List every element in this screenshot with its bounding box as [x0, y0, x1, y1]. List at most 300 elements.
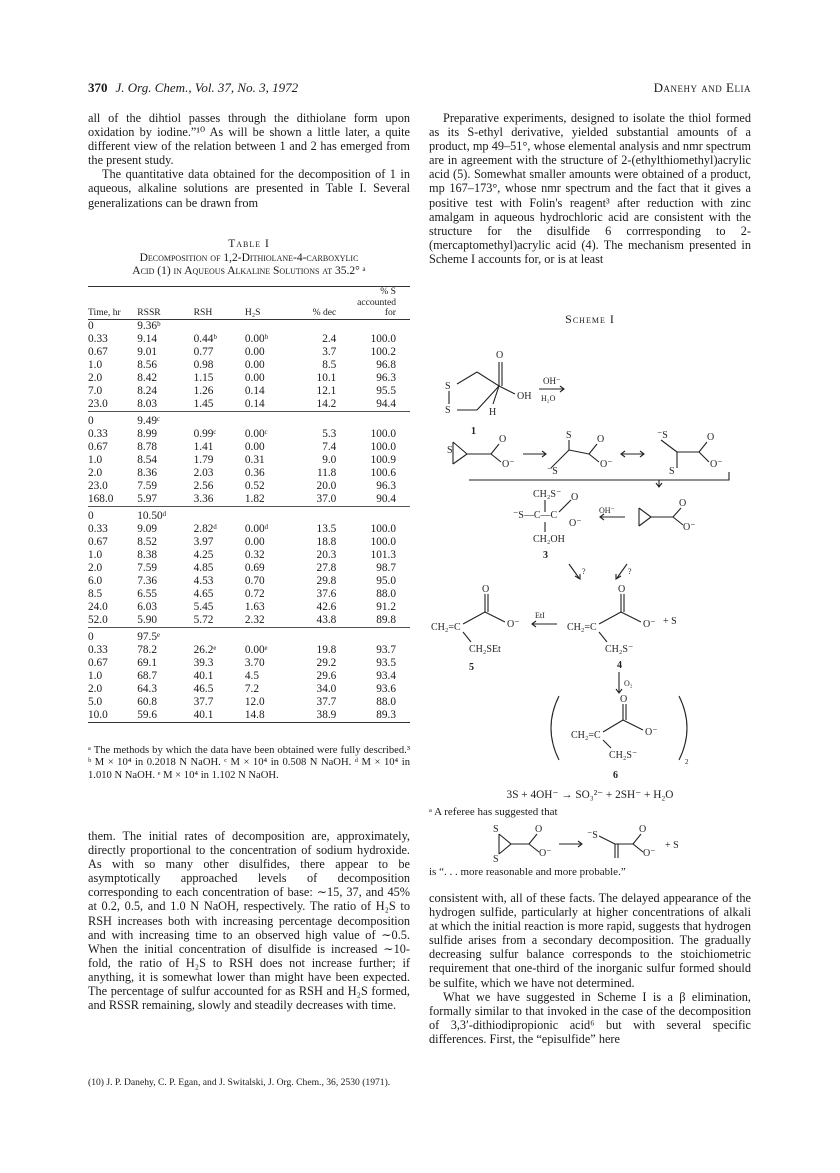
cell-h2s: 0.00ᵉ: [244, 643, 268, 656]
cell-dec: 43.8: [316, 613, 337, 626]
cell-rssr: 9.49ᶜ: [137, 411, 193, 428]
compound-label-5: 5: [469, 662, 474, 673]
cell-time: 0.33: [88, 427, 108, 440]
cell-time: 0: [88, 319, 94, 332]
cell-s-accounted: 100.0: [370, 522, 396, 535]
cell-dec: 10.1: [316, 371, 337, 384]
svg-text:O: O: [535, 824, 543, 835]
svg-text:CH₂=C: CH₂=C: [567, 622, 597, 633]
cell-rssr: 8.56: [137, 358, 157, 371]
cell-h2s: [245, 319, 291, 333]
svg-text:H: H: [489, 407, 497, 418]
cell-dec: 9.0: [322, 453, 337, 466]
svg-text:O⁻: O⁻: [539, 848, 552, 859]
cell-s-accounted: 95.5: [376, 384, 396, 397]
cell-time: 0.67: [88, 535, 108, 548]
table-row: [88, 319, 410, 333]
cell-h2s: 0.31: [244, 453, 265, 466]
plus-sulfur: + S: [663, 616, 677, 627]
cell-s-accounted: 100.0: [370, 535, 396, 548]
cell-rssr: 8.78: [137, 440, 157, 453]
cell-dec: 20.3: [316, 548, 337, 561]
cell-dec: 7.4: [322, 440, 337, 453]
table-row: [88, 359, 410, 372]
cell-h2s: 0.32: [244, 548, 265, 561]
right-column-bottom: [429, 891, 751, 1046]
cell-rsh: 1.45: [193, 397, 214, 410]
cell-s-accounted: 93.7: [376, 643, 396, 656]
table-row: [88, 428, 410, 441]
table-body: [88, 319, 410, 722]
cell-dec: 37.6: [316, 587, 337, 600]
cell-time: 7.0: [88, 384, 103, 397]
sulfur-equation: 3S + 4OH⁻ → SO₃²⁻ + 2SH⁻ + H₂O: [506, 789, 674, 801]
cell-s-accounted: 100.9: [370, 453, 396, 466]
svg-text:O⁻: O⁻: [600, 459, 613, 470]
referee-note: ᵃ A referee has suggested that: [429, 806, 558, 818]
cell-rssr: 60.8: [137, 695, 157, 708]
reagent-oh: OH⁻: [543, 376, 561, 386]
cell-dec: 5.3: [322, 427, 337, 440]
table-row: [88, 454, 410, 467]
cell-rssr: 8.52: [137, 535, 157, 548]
table-row: [88, 441, 410, 454]
data-table: [88, 286, 410, 723]
cell-s-accounted: 96.8: [376, 358, 396, 371]
cell-rsh: [194, 411, 245, 428]
paragraph: What we have suggested in Scheme I is a β elimination, formally similar to that invoked in the case of the decomposition of 3,3′-dithiodipropionic acid⁶ but with several specific differences. First, the “episulfide” here: [429, 989, 751, 1046]
cell-h2s: 1.82: [244, 492, 265, 505]
table-row: [88, 333, 410, 346]
svg-text:O⁻: O⁻: [643, 619, 656, 630]
cell-dec: 18.8: [316, 535, 337, 548]
cell-dec: 14.2: [316, 397, 337, 410]
cell-rsh: [194, 627, 245, 644]
table-row: [88, 346, 410, 359]
cell-h2s: 0.52: [244, 479, 265, 492]
paragraph: them. The initial rates of decomposition are, approximately, directly proportional to the concentration of sodium hydroxide. As with so many other disulfides, there appear to be asymptotically approached levels of decomposition corresponding to each concentration of base: ∼15, 37, and 45% at 0.2, 0.5, and 1.0 N NaOH, respectively. The ratio of H₂S to RSH increases both with increasing percentage decomposition and with increasing time to an observed high value of ∼0.5. When the initial concentration of disulfide is increased ∼10-fold, the ratio of H₂S to RSH does not increase further; if anything, it is somewhat lower than might have been expected. The percentage of sulfur accounted for as RSH and H₂S formed, and RSSR remaining, slowly and steadily decreases with time.: [88, 829, 410, 1013]
episulfide-row: [447, 430, 729, 487]
cell-time: 2.0: [88, 682, 103, 695]
cell-dec: 38.9: [291, 709, 344, 723]
cell-rsh: [194, 319, 245, 333]
cell-rssr: 7.36: [137, 574, 157, 587]
cell-h2s: 2.32: [244, 613, 265, 626]
svg-text:O⁻: O⁻: [645, 727, 658, 738]
cell-h2s: 0.00ᵇ: [244, 332, 269, 345]
svg-text:O: O: [679, 498, 687, 509]
table-row: [88, 562, 410, 575]
table-row: [88, 467, 410, 480]
cell-time: 23.0: [88, 397, 108, 410]
svg-text:O: O: [707, 432, 715, 443]
paragraph: The quantitative data obtained for the decomposition of 1 in aqueous, alkaline solutions are presented in Table I. Several generalizations can be drawn from: [88, 167, 410, 210]
cell-s-accounted: 88.0: [376, 587, 396, 600]
reagent-h2o: H₂O: [541, 394, 556, 403]
svg-text:O: O: [496, 350, 504, 361]
cell-rsh: 2.56: [193, 479, 214, 492]
referee-structure: [429, 822, 751, 866]
paragraph: Preparative experiments, designed to isolate the thiol formed as its S-ethyl derivative, yielded substantial amounts of a product, mp 49–51°, whose elemental analysis and nmr spectrum are in agreement with the structure of 2-(ethylthiomethyl)acrylic acid (5). Somewhat smaller amounts were obtained of a product, mp 167–173°, whose nmr spectrum and the fact that it gives a positive test with Folin's reagent³ after reduction with zinc amalgam in aqueous hydrochloric acid are consistent with the structure for the disulfide 6 corrresponding to 2-(mercaptomethyl)acrylic acid (4). The mechanism presented in Scheme I accounts for, or is at least: [429, 111, 751, 266]
cell-s-accounted: 90.4: [376, 492, 396, 505]
cell-time: 0.67: [88, 440, 108, 453]
table-caption-line: Decomposition of 1,2-Dithiolane-4-carboxylic: [139, 251, 359, 264]
cell-time: 24.0: [88, 600, 108, 613]
table-row: [88, 575, 410, 588]
cell-s-accounted: [344, 319, 410, 333]
page-number: 370: [88, 80, 108, 95]
cell-h2s: 0.00: [244, 371, 265, 384]
svg-text:?: ?: [582, 567, 586, 576]
scheme-title: Scheme I: [565, 312, 615, 326]
cell-h2s: 0.72: [244, 587, 265, 600]
svg-text:S: S: [447, 445, 453, 456]
cell-rssr: 59.6: [137, 709, 193, 723]
cell-rssr: 7.59: [137, 561, 157, 574]
cell-s-accounted: [344, 627, 410, 644]
cell-dec: 11.8: [316, 466, 337, 479]
svg-text:O: O: [482, 584, 490, 595]
cell-s-accounted: 88.0: [376, 695, 396, 708]
cell-time: 168.0: [88, 492, 114, 505]
cell-h2s: 3.70: [244, 656, 265, 669]
svg-text:O⁻: O⁻: [710, 459, 723, 470]
compound-label-3: 3: [543, 550, 548, 561]
table-caption: [88, 238, 410, 279]
running-header: [88, 80, 751, 98]
cell-rsh: 26.2ᵉ: [193, 643, 217, 656]
cell-rssr: 6.03: [137, 600, 157, 613]
cell-rssr: 6.55: [137, 587, 157, 600]
referee-quote: is “. . . more reasonable and more probable.”: [429, 866, 626, 878]
cell-h2s: 0.14: [244, 384, 265, 397]
cell-h2s: 0.70: [244, 574, 265, 587]
cell-dec: 29.6: [316, 669, 337, 682]
col-header-s-accounted: % S accounted for: [357, 286, 396, 318]
cell-rsh: 1.15: [193, 371, 214, 384]
svg-text:CH₂=C: CH₂=C: [571, 730, 601, 741]
cell-dec: 12.1: [316, 384, 337, 397]
cell-time: 5.0: [88, 695, 103, 708]
cell-dec: 37.7: [316, 695, 337, 708]
cell-rsh: 40.1: [194, 709, 245, 723]
svg-text:O⁻: O⁻: [643, 848, 656, 859]
cell-rsh: 5.45: [193, 600, 214, 613]
cell-time: 0.33: [88, 332, 108, 345]
table-row: [88, 372, 410, 385]
svg-text:⁻S: ⁻S: [547, 466, 558, 477]
svg-text:+ S: + S: [665, 840, 679, 851]
table-caption-line: Acid (1) in Aqueous Alkaline Solutions at 35.2° ᵃ: [132, 265, 366, 277]
cell-dec: 13.5: [316, 522, 337, 535]
cell-s-accounted: [344, 506, 410, 523]
col-header-h2s: H₂S: [244, 307, 261, 318]
cell-rsh: 2.03: [193, 466, 214, 479]
cell-rssr: 8.54: [137, 453, 157, 466]
cell-s-accounted: 89.3: [344, 709, 410, 723]
cell-dec: 34.0: [316, 682, 337, 695]
cell-time: 52.0: [88, 613, 108, 626]
cell-h2s: 12.0: [244, 695, 265, 708]
cell-h2s: [245, 411, 291, 428]
cell-s-accounted: 100.0: [370, 440, 396, 453]
cell-time: 1.0: [88, 548, 103, 561]
table-row: [88, 506, 410, 523]
cell-rsh: 4.53: [193, 574, 214, 587]
cell-rsh: 4.85: [193, 561, 214, 574]
oh-minus: OH⁻: [599, 506, 615, 515]
svg-text:?: ?: [628, 567, 632, 576]
cell-dec: [291, 319, 344, 333]
cell-s-accounted: 89.8: [376, 613, 396, 626]
svg-text:⁻S: ⁻S: [587, 830, 598, 841]
cell-rssr: 8.99: [137, 427, 157, 440]
svg-text:⁻S—C—C: ⁻S—C—C: [513, 510, 558, 521]
cell-rsh: 39.3: [193, 656, 214, 669]
paragraph: consistent with, all of these facts. The delayed appearance of the hydrogen sulfide, particularly at higher concentrations of alkali at which the initial reaction is more rapid, suggests that hydrogen sulfide arises from a secondary decomposition. The gradually decreasing sulfur balance corresponds to the stoichiometric requirement that one-third of the inorganic sulfur formed should be sulfite, which we have not determined.: [429, 891, 751, 990]
cell-dec: 29.8: [316, 574, 337, 587]
cell-h2s: [245, 627, 291, 644]
compound-label-1: 1: [471, 426, 476, 437]
cell-time: 0.33: [88, 643, 108, 656]
table-row: [88, 549, 410, 562]
scheme-figure: [429, 312, 751, 782]
svg-text:OH: OH: [517, 391, 532, 402]
cell-rsh: 1.26: [193, 384, 214, 397]
cell-rssr: 8.24: [137, 384, 157, 397]
svg-text:O: O: [620, 694, 628, 705]
cell-s-accounted: 96.3: [376, 371, 396, 384]
table-row: [88, 493, 410, 507]
svg-text:O⁻: O⁻: [502, 459, 515, 470]
svg-text:2: 2: [685, 758, 689, 766]
table-row: [88, 683, 410, 696]
cell-rsh: 0.99ᶜ: [193, 427, 217, 440]
svg-text:O: O: [499, 434, 507, 445]
table-row: [88, 709, 410, 723]
cell-rsh: 4.25: [193, 548, 214, 561]
cell-time: 10.0: [88, 709, 137, 723]
cell-dec: 3.7: [322, 345, 337, 358]
cell-time: 2.0: [88, 371, 103, 384]
cell-rssr: 10.50ᵈ: [137, 506, 193, 523]
cell-h2s: 0.00: [244, 440, 265, 453]
authors: Danehy and Elia: [653, 80, 751, 95]
right-column-top: [429, 111, 751, 266]
cell-h2s: 0.00: [244, 358, 265, 371]
cell-time: 2.0: [88, 561, 103, 574]
cell-rsh: 4.65: [193, 587, 214, 600]
cell-dec: 37.0: [316, 492, 337, 505]
cell-time: 1.0: [88, 669, 103, 682]
table-row: [88, 480, 410, 493]
col-header-rssr: RSSR: [137, 307, 161, 318]
cell-rssr: 7.59: [137, 479, 157, 492]
svg-text:CH₂S⁻: CH₂S⁻: [533, 489, 562, 500]
cell-time: 23.0: [88, 479, 108, 492]
table-row: [88, 588, 410, 601]
scheme-drawing: [429, 312, 751, 782]
svg-text:O: O: [571, 492, 579, 503]
compounds-5-4-row: [431, 584, 677, 655]
table-row: [88, 536, 410, 549]
svg-text:O⁻: O⁻: [507, 619, 520, 630]
cell-time: 1.0: [88, 358, 103, 371]
cell-h2s: 0.69: [244, 561, 265, 574]
cell-rssr: 69.1: [137, 656, 157, 669]
svg-text:O⁻: O⁻: [569, 518, 582, 529]
cell-rssr: 8.03: [137, 397, 157, 410]
cell-rsh: 46.5: [193, 682, 214, 695]
svg-text:S: S: [669, 466, 675, 477]
cell-time: 8.5: [88, 587, 103, 600]
cell-time: 0.67: [88, 345, 108, 358]
cell-rssr: 97.5ᵉ: [137, 627, 193, 644]
cell-rsh: 2.82ᵈ: [193, 522, 217, 535]
svg-text:CH₂OH: CH₂OH: [533, 534, 565, 545]
table-row: [88, 411, 410, 428]
cell-s-accounted: 100.0: [370, 332, 396, 345]
cell-time: 2.0: [88, 466, 103, 479]
table-row: [88, 614, 410, 628]
table-label: Table I: [228, 238, 270, 250]
cell-rssr: 8.36: [137, 466, 157, 479]
cell-h2s: 14.8: [245, 709, 291, 723]
cell-h2s: 0.00: [244, 535, 265, 548]
compound-3-row: [513, 489, 696, 545]
cell-h2s: 0.36: [244, 466, 265, 479]
svg-text:O: O: [639, 824, 647, 835]
svg-text:⁻S: ⁻S: [657, 430, 668, 441]
left-column-top: [88, 111, 410, 210]
cell-rsh: 3.97: [193, 535, 214, 548]
cell-h2s: 4.5: [244, 669, 259, 682]
cell-rssr: 9.09: [137, 522, 157, 535]
cell-h2s: 0.14: [244, 397, 265, 410]
svg-text:CH₂S⁻: CH₂S⁻: [605, 644, 634, 655]
cell-h2s: 1.63: [244, 600, 265, 613]
cell-rssr: 9.36ᵇ: [137, 319, 161, 332]
table-row: [88, 670, 410, 683]
cell-rssr: 68.7: [137, 669, 157, 682]
col-header-dec: % dec: [312, 307, 337, 318]
cell-rssr: 9.14: [137, 332, 157, 345]
cell-s-accounted: 94.4: [376, 397, 396, 410]
col-header-rsh: RSH: [193, 307, 213, 318]
table-row: [88, 644, 410, 657]
journal-name: J. Org. Chem., Vol. 37, No. 3, 1972: [115, 80, 299, 95]
svg-text:CH₂S⁻: CH₂S⁻: [609, 750, 638, 761]
cell-dec: [291, 627, 344, 644]
compound-label-4: 4: [617, 660, 622, 671]
svg-text:S: S: [493, 824, 499, 835]
svg-text:O: O: [597, 434, 605, 445]
cell-rssr: 8.42: [137, 371, 157, 384]
cell-rssr: 5.97: [137, 492, 157, 505]
svg-text:S: S: [445, 405, 451, 416]
table-row: [88, 657, 410, 670]
cell-rsh: [194, 506, 245, 523]
cell-rsh: 3.36: [193, 492, 214, 505]
cell-dec: 29.2: [316, 656, 337, 669]
eti-reagent: EtI: [535, 611, 545, 620]
cell-h2s: 7.2: [244, 682, 259, 695]
table-row: [88, 601, 410, 614]
reference-footnote: (10) J. P. Danehy, C. P. Egan, and J. Switalski, J. Org. Chem., 36, 2530 (1971).: [88, 1077, 391, 1088]
cell-rsh: 1.79: [193, 453, 214, 466]
svg-text:O⁻: O⁻: [683, 522, 696, 533]
cell-time: 6.0: [88, 574, 103, 587]
cell-dec: [291, 506, 344, 523]
table-row: [88, 398, 410, 412]
journal-citation: [88, 80, 298, 96]
cell-rssr: 8.38: [137, 548, 157, 561]
cell-s-accounted: 98.7: [376, 561, 396, 574]
cell-s-accounted: 93.6: [376, 682, 396, 695]
cell-s-accounted: 101.3: [370, 548, 396, 561]
compound-label-6: 6: [613, 770, 618, 781]
cell-s-accounted: 93.4: [376, 669, 396, 682]
table-row: [88, 523, 410, 536]
cell-s-accounted: 96.3: [376, 479, 396, 492]
cell-rsh: 37.7: [193, 695, 214, 708]
cell-s-accounted: 100.0: [370, 427, 396, 440]
cell-rssr: 5.90: [137, 613, 157, 626]
paragraph: all of the dihtiol passes through the dithiolane form upon oxidation by iodine.”¹⁰ As will be shown a little later, a quite different view of the relation between 1 and 2 has emerged from the present study.: [88, 111, 410, 168]
cell-rsh: 1.41: [193, 440, 214, 453]
compound-6-structure: [551, 694, 689, 766]
cell-rsh: 40.1: [193, 669, 214, 682]
cell-dec: [291, 411, 344, 428]
table-row: [88, 627, 410, 644]
cell-h2s: 0.00ᵈ: [244, 522, 269, 535]
svg-text:S: S: [566, 430, 572, 441]
cell-dec: 8.5: [322, 358, 337, 371]
table-row: [88, 696, 410, 709]
table-row: [88, 385, 410, 398]
cell-h2s: 0.00: [244, 345, 265, 358]
left-column-bottom: [88, 829, 410, 1012]
svg-text:CH₂=C: CH₂=C: [431, 622, 461, 633]
cell-rsh: 0.44ᵇ: [193, 332, 217, 345]
cell-dec: 19.8: [316, 643, 337, 656]
svg-text:S: S: [445, 381, 451, 392]
cell-time: 0: [88, 506, 137, 523]
col-header-time: Time, hr: [88, 307, 121, 318]
svg-text:O: O: [618, 584, 626, 595]
cell-h2s: [245, 506, 291, 523]
cell-s-accounted: [344, 411, 410, 428]
cell-time: 0: [88, 627, 137, 644]
cell-dec: 20.0: [316, 479, 337, 492]
cell-s-accounted: 100.2: [370, 345, 396, 358]
cell-time: 0.33: [88, 522, 108, 535]
cell-rssr: 9.01: [137, 345, 157, 358]
cell-rssr: 78.2: [137, 643, 157, 656]
cell-rsh: 5.72: [193, 613, 214, 626]
cell-time: 1.0: [88, 453, 103, 466]
cell-dec: 2.4: [322, 332, 337, 345]
svg-text:CH₂SEt: CH₂SEt: [469, 644, 501, 655]
compound-1-structure: [445, 350, 531, 418]
oxygen-reagent: O₂: [624, 679, 633, 688]
table-header-row: [88, 287, 410, 320]
cell-s-accounted: 100.6: [370, 466, 396, 479]
svg-text:S: S: [493, 854, 499, 865]
cell-h2s: 0.00ᶜ: [244, 427, 268, 440]
cell-rsh: 0.77: [193, 345, 214, 358]
cell-dec: 27.8: [316, 561, 337, 574]
